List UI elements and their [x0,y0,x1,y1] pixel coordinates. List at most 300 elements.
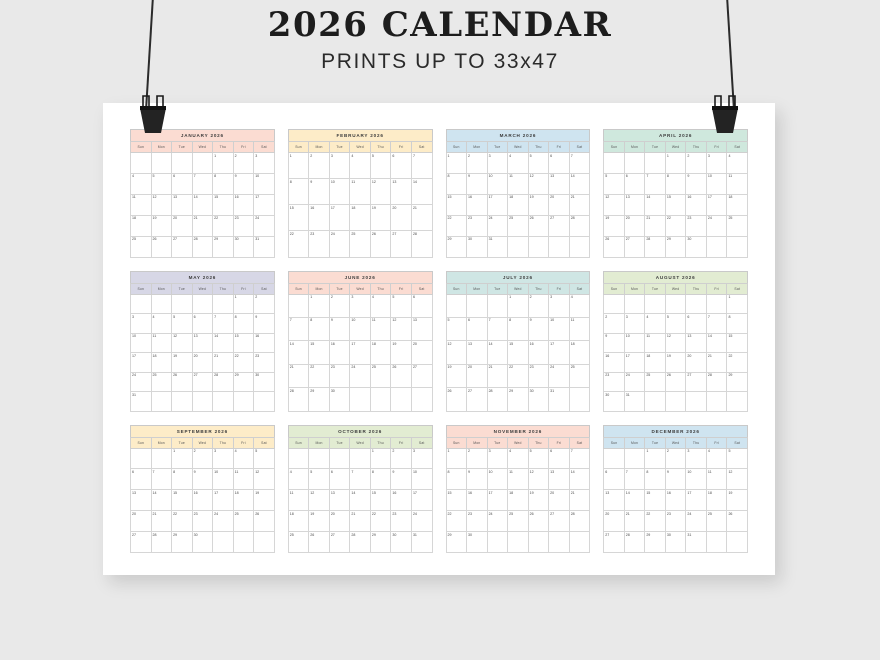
calendar-day-cell[interactable]: 23 [309,231,330,257]
calendar-day-cell[interactable]: 31 [624,392,645,412]
calendar-day-cell[interactable]: 3 [411,448,432,469]
calendar-day-cell[interactable]: 30 [604,392,625,412]
calendar-day-cell[interactable]: 11 [569,317,590,340]
calendar-day-cell[interactable]: 23 [254,353,275,373]
calendar-day-cell[interactable]: 21 [706,353,727,373]
calendar-day-cell[interactable]: 3 [213,448,234,469]
calendar-day-cell[interactable]: 30 [391,532,412,553]
calendar-day-cell[interactable]: 13 [549,469,570,490]
calendar-day-cell[interactable]: 17 [254,194,275,215]
calendar-day-cell[interactable]: 6 [329,469,350,490]
calendar-day-cell[interactable]: 9 [665,469,686,490]
calendar-day-cell[interactable]: 11 [370,317,391,340]
calendar-day-cell[interactable]: 6 [172,173,193,194]
calendar-day-cell[interactable]: 9 [254,314,275,334]
calendar-day-cell[interactable]: 26 [528,511,549,532]
calendar-day-cell[interactable]: 13 [172,194,193,215]
calendar-day-cell[interactable]: 1 [233,294,254,314]
calendar-day-cell[interactable]: 27 [329,532,350,553]
calendar-day-cell[interactable]: 19 [604,215,625,236]
calendar-day-cell[interactable]: 14 [411,179,432,205]
calendar-day-cell[interactable]: 23 [391,511,412,532]
calendar-day-cell[interactable]: 23 [467,511,488,532]
calendar-day-cell[interactable]: 2 [467,153,488,174]
calendar-day-cell[interactable]: 3 [487,448,508,469]
calendar-day-cell[interactable]: 9 [391,469,412,490]
calendar-day-cell[interactable]: 16 [665,490,686,511]
calendar-day-cell[interactable]: 21 [213,353,234,373]
calendar-day-cell[interactable]: 20 [411,341,432,364]
calendar-day-cell[interactable]: 17 [213,490,234,511]
calendar-day-cell[interactable]: 29 [508,388,529,411]
calendar-day-cell[interactable]: 22 [370,511,391,532]
calendar-day-cell[interactable]: 15 [233,333,254,353]
calendar-day-cell[interactable]: 8 [370,469,391,490]
calendar-day-cell[interactable]: 28 [569,511,590,532]
calendar-day-cell[interactable]: 20 [604,511,625,532]
calendar-day-cell[interactable]: 16 [604,353,625,373]
calendar-day-cell[interactable]: 9 [467,469,488,490]
calendar-day-cell[interactable]: 1 [213,153,234,174]
calendar-day-cell[interactable]: 6 [467,317,488,340]
calendar-day-cell[interactable]: 21 [411,205,432,231]
calendar-day-cell[interactable]: 31 [254,236,275,257]
calendar-day-cell[interactable]: 24 [350,364,371,387]
calendar-day-cell[interactable]: 18 [131,215,152,236]
calendar-day-cell[interactable]: 22 [665,215,686,236]
calendar-day-cell[interactable]: 4 [508,448,529,469]
calendar-day-cell[interactable]: 6 [131,469,152,490]
calendar-day-cell[interactable]: 28 [624,532,645,553]
calendar-day-cell[interactable]: 28 [192,236,213,257]
calendar-day-cell[interactable]: 7 [151,469,172,490]
calendar-day-cell[interactable]: 29 [665,236,686,257]
calendar-day-cell[interactable]: 1 [727,294,748,314]
calendar-day-cell[interactable]: 18 [645,353,666,373]
calendar-day-cell[interactable]: 16 [329,341,350,364]
calendar-day-cell[interactable]: 11 [706,469,727,490]
calendar-day-cell[interactable]: 14 [151,490,172,511]
calendar-day-cell[interactable]: 2 [254,294,275,314]
calendar-day-cell[interactable]: 16 [309,205,330,231]
calendar-day-cell[interactable]: 5 [528,448,549,469]
calendar-day-cell[interactable]: 10 [254,173,275,194]
calendar-day-cell[interactable]: 3 [706,153,727,174]
calendar-day-cell[interactable]: 26 [665,372,686,392]
calendar-day-cell[interactable]: 14 [645,194,666,215]
calendar-day-cell[interactable]: 5 [727,448,748,469]
calendar-day-cell[interactable]: 8 [645,469,666,490]
calendar-day-cell[interactable]: 10 [329,179,350,205]
calendar-day-cell[interactable]: 14 [192,194,213,215]
calendar-day-cell[interactable]: 7 [706,314,727,334]
calendar-day-cell[interactable]: 19 [528,194,549,215]
calendar-day-cell[interactable]: 13 [549,173,570,194]
calendar-day-cell[interactable]: 4 [569,294,590,317]
calendar-day-cell[interactable]: 5 [528,153,549,174]
calendar-day-cell[interactable]: 11 [645,333,666,353]
calendar-day-cell[interactable]: 10 [624,333,645,353]
calendar-day-cell[interactable]: 25 [350,231,371,257]
calendar-day-cell[interactable]: 7 [288,317,309,340]
calendar-day-cell[interactable]: 13 [604,490,625,511]
calendar-day-cell[interactable]: 4 [727,153,748,174]
calendar-day-cell[interactable]: 12 [151,194,172,215]
calendar-day-cell[interactable]: 29 [446,236,467,257]
calendar-day-cell[interactable]: 23 [192,511,213,532]
calendar-day-cell[interactable]: 25 [288,532,309,553]
calendar-day-cell[interactable]: 13 [329,490,350,511]
calendar-day-cell[interactable]: 10 [131,333,152,353]
calendar-day-cell[interactable]: 26 [446,388,467,411]
calendar-day-cell[interactable]: 27 [549,215,570,236]
calendar-day-cell[interactable]: 10 [213,469,234,490]
calendar-day-cell[interactable]: 2 [192,448,213,469]
calendar-day-cell[interactable]: 19 [151,215,172,236]
calendar-day-cell[interactable]: 5 [446,317,467,340]
calendar-day-cell[interactable]: 20 [549,194,570,215]
calendar-day-cell[interactable]: 16 [528,341,549,364]
calendar-day-cell[interactable]: 31 [411,532,432,553]
calendar-day-cell[interactable]: 9 [233,173,254,194]
calendar-day-cell[interactable]: 22 [727,353,748,373]
calendar-day-cell[interactable]: 24 [329,231,350,257]
calendar-day-cell[interactable]: 13 [391,179,412,205]
calendar-day-cell[interactable]: 12 [172,333,193,353]
calendar-day-cell[interactable]: 17 [487,490,508,511]
calendar-day-cell[interactable]: 10 [487,469,508,490]
calendar-day-cell[interactable]: 24 [686,511,707,532]
calendar-day-cell[interactable]: 21 [151,511,172,532]
calendar-day-cell[interactable]: 7 [213,314,234,334]
calendar-day-cell[interactable]: 27 [686,372,707,392]
calendar-day-cell[interactable]: 28 [213,372,234,392]
calendar-day-cell[interactable]: 25 [508,215,529,236]
calendar-day-cell[interactable]: 12 [727,469,748,490]
calendar-day-cell[interactable]: 8 [446,469,467,490]
calendar-day-cell[interactable]: 16 [391,490,412,511]
calendar-day-cell[interactable]: 27 [624,236,645,257]
calendar-day-cell[interactable]: 26 [391,364,412,387]
calendar-day-cell[interactable]: 14 [624,490,645,511]
calendar-day-cell[interactable]: 15 [288,205,309,231]
calendar-day-cell[interactable]: 22 [309,364,330,387]
calendar-day-cell[interactable]: 5 [391,294,412,317]
calendar-day-cell[interactable]: 6 [192,314,213,334]
calendar-day-cell[interactable]: 4 [350,153,371,179]
calendar-day-cell[interactable]: 26 [309,532,330,553]
calendar-day-cell[interactable]: 28 [288,388,309,411]
calendar-day-cell[interactable]: 16 [467,490,488,511]
calendar-day-cell[interactable]: 19 [665,353,686,373]
calendar-day-cell[interactable]: 8 [213,173,234,194]
calendar-day-cell[interactable]: 11 [131,194,152,215]
calendar-day-cell[interactable]: 26 [172,372,193,392]
calendar-day-cell[interactable]: 6 [549,153,570,174]
calendar-day-cell[interactable]: 29 [370,532,391,553]
calendar-day-cell[interactable]: 20 [131,511,152,532]
calendar-day-cell[interactable]: 17 [131,353,152,373]
calendar-day-cell[interactable]: 24 [213,511,234,532]
calendar-day-cell[interactable]: 30 [233,236,254,257]
calendar-day-cell[interactable]: 13 [624,194,645,215]
calendar-day-cell[interactable]: 7 [192,173,213,194]
calendar-day-cell[interactable]: 22 [446,215,467,236]
calendar-day-cell[interactable]: 15 [446,490,467,511]
calendar-day-cell[interactable]: 4 [706,448,727,469]
calendar-day-cell[interactable]: 6 [686,314,707,334]
calendar-day-cell[interactable]: 22 [645,511,666,532]
calendar-day-cell[interactable]: 16 [233,194,254,215]
calendar-day-cell[interactable]: 29 [645,532,666,553]
calendar-day-cell[interactable]: 6 [624,173,645,194]
calendar-day-cell[interactable]: 11 [508,173,529,194]
calendar-day-cell[interactable]: 22 [233,353,254,373]
calendar-day-cell[interactable]: 8 [233,314,254,334]
calendar-day-cell[interactable]: 17 [487,194,508,215]
calendar-day-cell[interactable]: 11 [233,469,254,490]
calendar-day-cell[interactable]: 31 [487,236,508,257]
calendar-day-cell[interactable]: 21 [569,490,590,511]
calendar-day-cell[interactable]: 4 [288,469,309,490]
calendar-day-cell[interactable]: 2 [467,448,488,469]
calendar-day-cell[interactable]: 30 [467,532,488,553]
calendar-day-cell[interactable]: 11 [288,490,309,511]
calendar-day-cell[interactable]: 20 [329,511,350,532]
calendar-day-cell[interactable]: 25 [508,511,529,532]
calendar-day-cell[interactable]: 8 [172,469,193,490]
calendar-day-cell[interactable]: 14 [706,333,727,353]
calendar-day-cell[interactable]: 18 [370,341,391,364]
calendar-day-cell[interactable]: 1 [446,153,467,174]
calendar-day-cell[interactable]: 9 [329,317,350,340]
calendar-day-cell[interactable]: 5 [604,173,625,194]
calendar-day-cell[interactable]: 23 [233,215,254,236]
calendar-day-cell[interactable]: 8 [446,173,467,194]
calendar-day-cell[interactable]: 24 [254,215,275,236]
calendar-day-cell[interactable]: 15 [172,490,193,511]
calendar-day-cell[interactable]: 28 [487,388,508,411]
calendar-day-cell[interactable]: 22 [172,511,193,532]
calendar-day-cell[interactable]: 12 [309,490,330,511]
calendar-day-cell[interactable]: 17 [624,353,645,373]
calendar-day-cell[interactable]: 14 [569,469,590,490]
calendar-day-cell[interactable]: 10 [706,173,727,194]
calendar-day-cell[interactable]: 20 [549,490,570,511]
calendar-day-cell[interactable]: 30 [467,236,488,257]
calendar-day-cell[interactable]: 22 [446,511,467,532]
calendar-day-cell[interactable]: 24 [487,511,508,532]
calendar-day-cell[interactable]: 28 [151,532,172,553]
calendar-day-cell[interactable]: 24 [411,511,432,532]
calendar-day-cell[interactable]: 21 [645,215,666,236]
calendar-day-cell[interactable]: 3 [131,314,152,334]
calendar-day-cell[interactable]: 16 [467,194,488,215]
calendar-day-cell[interactable]: 15 [645,490,666,511]
calendar-day-cell[interactable]: 18 [508,490,529,511]
calendar-day-cell[interactable]: 26 [528,215,549,236]
calendar-day-cell[interactable]: 3 [329,153,350,179]
calendar-day-cell[interactable]: 17 [549,341,570,364]
calendar-day-cell[interactable]: 23 [467,215,488,236]
calendar-day-cell[interactable]: 6 [391,153,412,179]
calendar-day-cell[interactable]: 17 [686,490,707,511]
calendar-day-cell[interactable]: 24 [131,372,152,392]
calendar-day-cell[interactable]: 21 [192,215,213,236]
calendar-day-cell[interactable]: 3 [549,294,570,317]
calendar-day-cell[interactable]: 5 [254,448,275,469]
calendar-day-cell[interactable]: 18 [727,194,748,215]
calendar-day-cell[interactable]: 11 [727,173,748,194]
calendar-day-cell[interactable]: 5 [370,153,391,179]
calendar-day-cell[interactable]: 27 [604,532,625,553]
calendar-day-cell[interactable]: 21 [569,194,590,215]
calendar-day-cell[interactable]: 18 [508,194,529,215]
calendar-day-cell[interactable]: 17 [350,341,371,364]
calendar-day-cell[interactable]: 14 [213,333,234,353]
calendar-day-cell[interactable]: 19 [309,511,330,532]
calendar-day-cell[interactable]: 13 [192,333,213,353]
calendar-day-cell[interactable]: 19 [172,353,193,373]
calendar-day-cell[interactable]: 2 [686,153,707,174]
calendar-day-cell[interactable]: 10 [411,469,432,490]
calendar-day-cell[interactable]: 12 [528,469,549,490]
calendar-day-cell[interactable]: 21 [288,364,309,387]
calendar-day-cell[interactable]: 17 [706,194,727,215]
calendar-day-cell[interactable]: 5 [665,314,686,334]
calendar-day-cell[interactable]: 14 [288,341,309,364]
calendar-day-cell[interactable]: 13 [686,333,707,353]
calendar-day-cell[interactable]: 29 [727,372,748,392]
calendar-day-cell[interactable]: 27 [172,236,193,257]
calendar-day-cell[interactable]: 12 [604,194,625,215]
calendar-day-cell[interactable]: 8 [665,173,686,194]
calendar-day-cell[interactable]: 11 [508,469,529,490]
calendar-day-cell[interactable]: 31 [549,388,570,411]
calendar-day-cell[interactable]: 29 [213,236,234,257]
calendar-day-cell[interactable]: 17 [329,205,350,231]
calendar-day-cell[interactable]: 29 [233,372,254,392]
calendar-day-cell[interactable]: 25 [645,372,666,392]
calendar-day-cell[interactable]: 12 [391,317,412,340]
calendar-day-cell[interactable]: 18 [151,353,172,373]
calendar-day-cell[interactable]: 26 [604,236,625,257]
calendar-day-cell[interactable]: 18 [706,490,727,511]
calendar-day-cell[interactable]: 2 [309,153,330,179]
calendar-day-cell[interactable]: 22 [213,215,234,236]
calendar-day-cell[interactable]: 20 [391,205,412,231]
calendar-day-cell[interactable]: 25 [569,364,590,387]
calendar-day-cell[interactable]: 28 [411,231,432,257]
calendar-day-cell[interactable]: 8 [727,314,748,334]
calendar-day-cell[interactable]: 25 [151,372,172,392]
calendar-day-cell[interactable]: 26 [370,231,391,257]
calendar-day-cell[interactable]: 16 [686,194,707,215]
calendar-day-cell[interactable]: 4 [233,448,254,469]
calendar-day-cell[interactable]: 10 [686,469,707,490]
calendar-day-cell[interactable]: 25 [233,511,254,532]
calendar-day-cell[interactable]: 10 [487,173,508,194]
calendar-day-cell[interactable]: 15 [508,341,529,364]
calendar-day-cell[interactable]: 23 [329,364,350,387]
calendar-day-cell[interactable]: 12 [446,341,467,364]
calendar-day-cell[interactable]: 20 [467,364,488,387]
calendar-day-cell[interactable]: 4 [131,173,152,194]
calendar-day-cell[interactable]: 18 [233,490,254,511]
calendar-day-cell[interactable]: 18 [288,511,309,532]
calendar-day-cell[interactable]: 1 [370,448,391,469]
calendar-day-cell[interactable]: 29 [309,388,330,411]
calendar-day-cell[interactable]: 27 [549,511,570,532]
calendar-day-cell[interactable]: 19 [254,490,275,511]
calendar-day-cell[interactable]: 15 [727,333,748,353]
calendar-day-cell[interactable]: 6 [549,448,570,469]
calendar-day-cell[interactable]: 7 [411,153,432,179]
calendar-day-cell[interactable]: 21 [624,511,645,532]
calendar-day-cell[interactable]: 31 [131,392,152,412]
calendar-day-cell[interactable]: 28 [569,215,590,236]
calendar-day-cell[interactable]: 15 [309,341,330,364]
calendar-day-cell[interactable]: 1 [645,448,666,469]
calendar-day-cell[interactable]: 29 [446,532,467,553]
calendar-day-cell[interactable]: 30 [254,372,275,392]
calendar-day-cell[interactable]: 7 [645,173,666,194]
calendar-day-cell[interactable]: 11 [151,333,172,353]
calendar-day-cell[interactable]: 1 [665,153,686,174]
calendar-day-cell[interactable]: 31 [686,532,707,553]
calendar-day-cell[interactable]: 24 [549,364,570,387]
calendar-day-cell[interactable]: 14 [569,173,590,194]
calendar-day-cell[interactable]: 4 [151,314,172,334]
calendar-day-cell[interactable]: 12 [528,173,549,194]
calendar-day-cell[interactable]: 25 [131,236,152,257]
calendar-day-cell[interactable]: 13 [467,341,488,364]
calendar-day-cell[interactable]: 27 [131,532,152,553]
calendar-day-cell[interactable]: 19 [528,490,549,511]
calendar-day-cell[interactable]: 3 [487,153,508,174]
calendar-day-cell[interactable]: 19 [391,341,412,364]
calendar-day-cell[interactable]: 19 [446,364,467,387]
calendar-day-cell[interactable]: 13 [131,490,152,511]
calendar-day-cell[interactable]: 24 [706,215,727,236]
calendar-day-cell[interactable]: 8 [508,317,529,340]
calendar-day-cell[interactable]: 25 [370,364,391,387]
calendar-day-cell[interactable]: 23 [528,364,549,387]
calendar-day-cell[interactable]: 15 [446,194,467,215]
calendar-day-cell[interactable]: 2 [329,294,350,317]
calendar-day-cell[interactable]: 3 [624,314,645,334]
calendar-day-cell[interactable]: 9 [604,333,625,353]
calendar-day-cell[interactable]: 19 [370,205,391,231]
calendar-day-cell[interactable]: 26 [727,511,748,532]
calendar-day-cell[interactable]: 19 [727,490,748,511]
calendar-day-cell[interactable]: 12 [370,179,391,205]
calendar-day-cell[interactable]: 4 [370,294,391,317]
calendar-day-cell[interactable]: 10 [549,317,570,340]
calendar-day-cell[interactable]: 11 [350,179,371,205]
calendar-day-cell[interactable]: 24 [487,215,508,236]
calendar-day-cell[interactable]: 20 [172,215,193,236]
calendar-day-cell[interactable]: 14 [350,490,371,511]
calendar-day-cell[interactable]: 3 [686,448,707,469]
calendar-day-cell[interactable]: 12 [254,469,275,490]
calendar-day-cell[interactable]: 9 [309,179,330,205]
calendar-day-cell[interactable]: 14 [487,341,508,364]
calendar-day-cell[interactable]: 7 [624,469,645,490]
calendar-day-cell[interactable]: 4 [508,153,529,174]
calendar-day-cell[interactable]: 2 [528,294,549,317]
calendar-day-cell[interactable]: 27 [391,231,412,257]
